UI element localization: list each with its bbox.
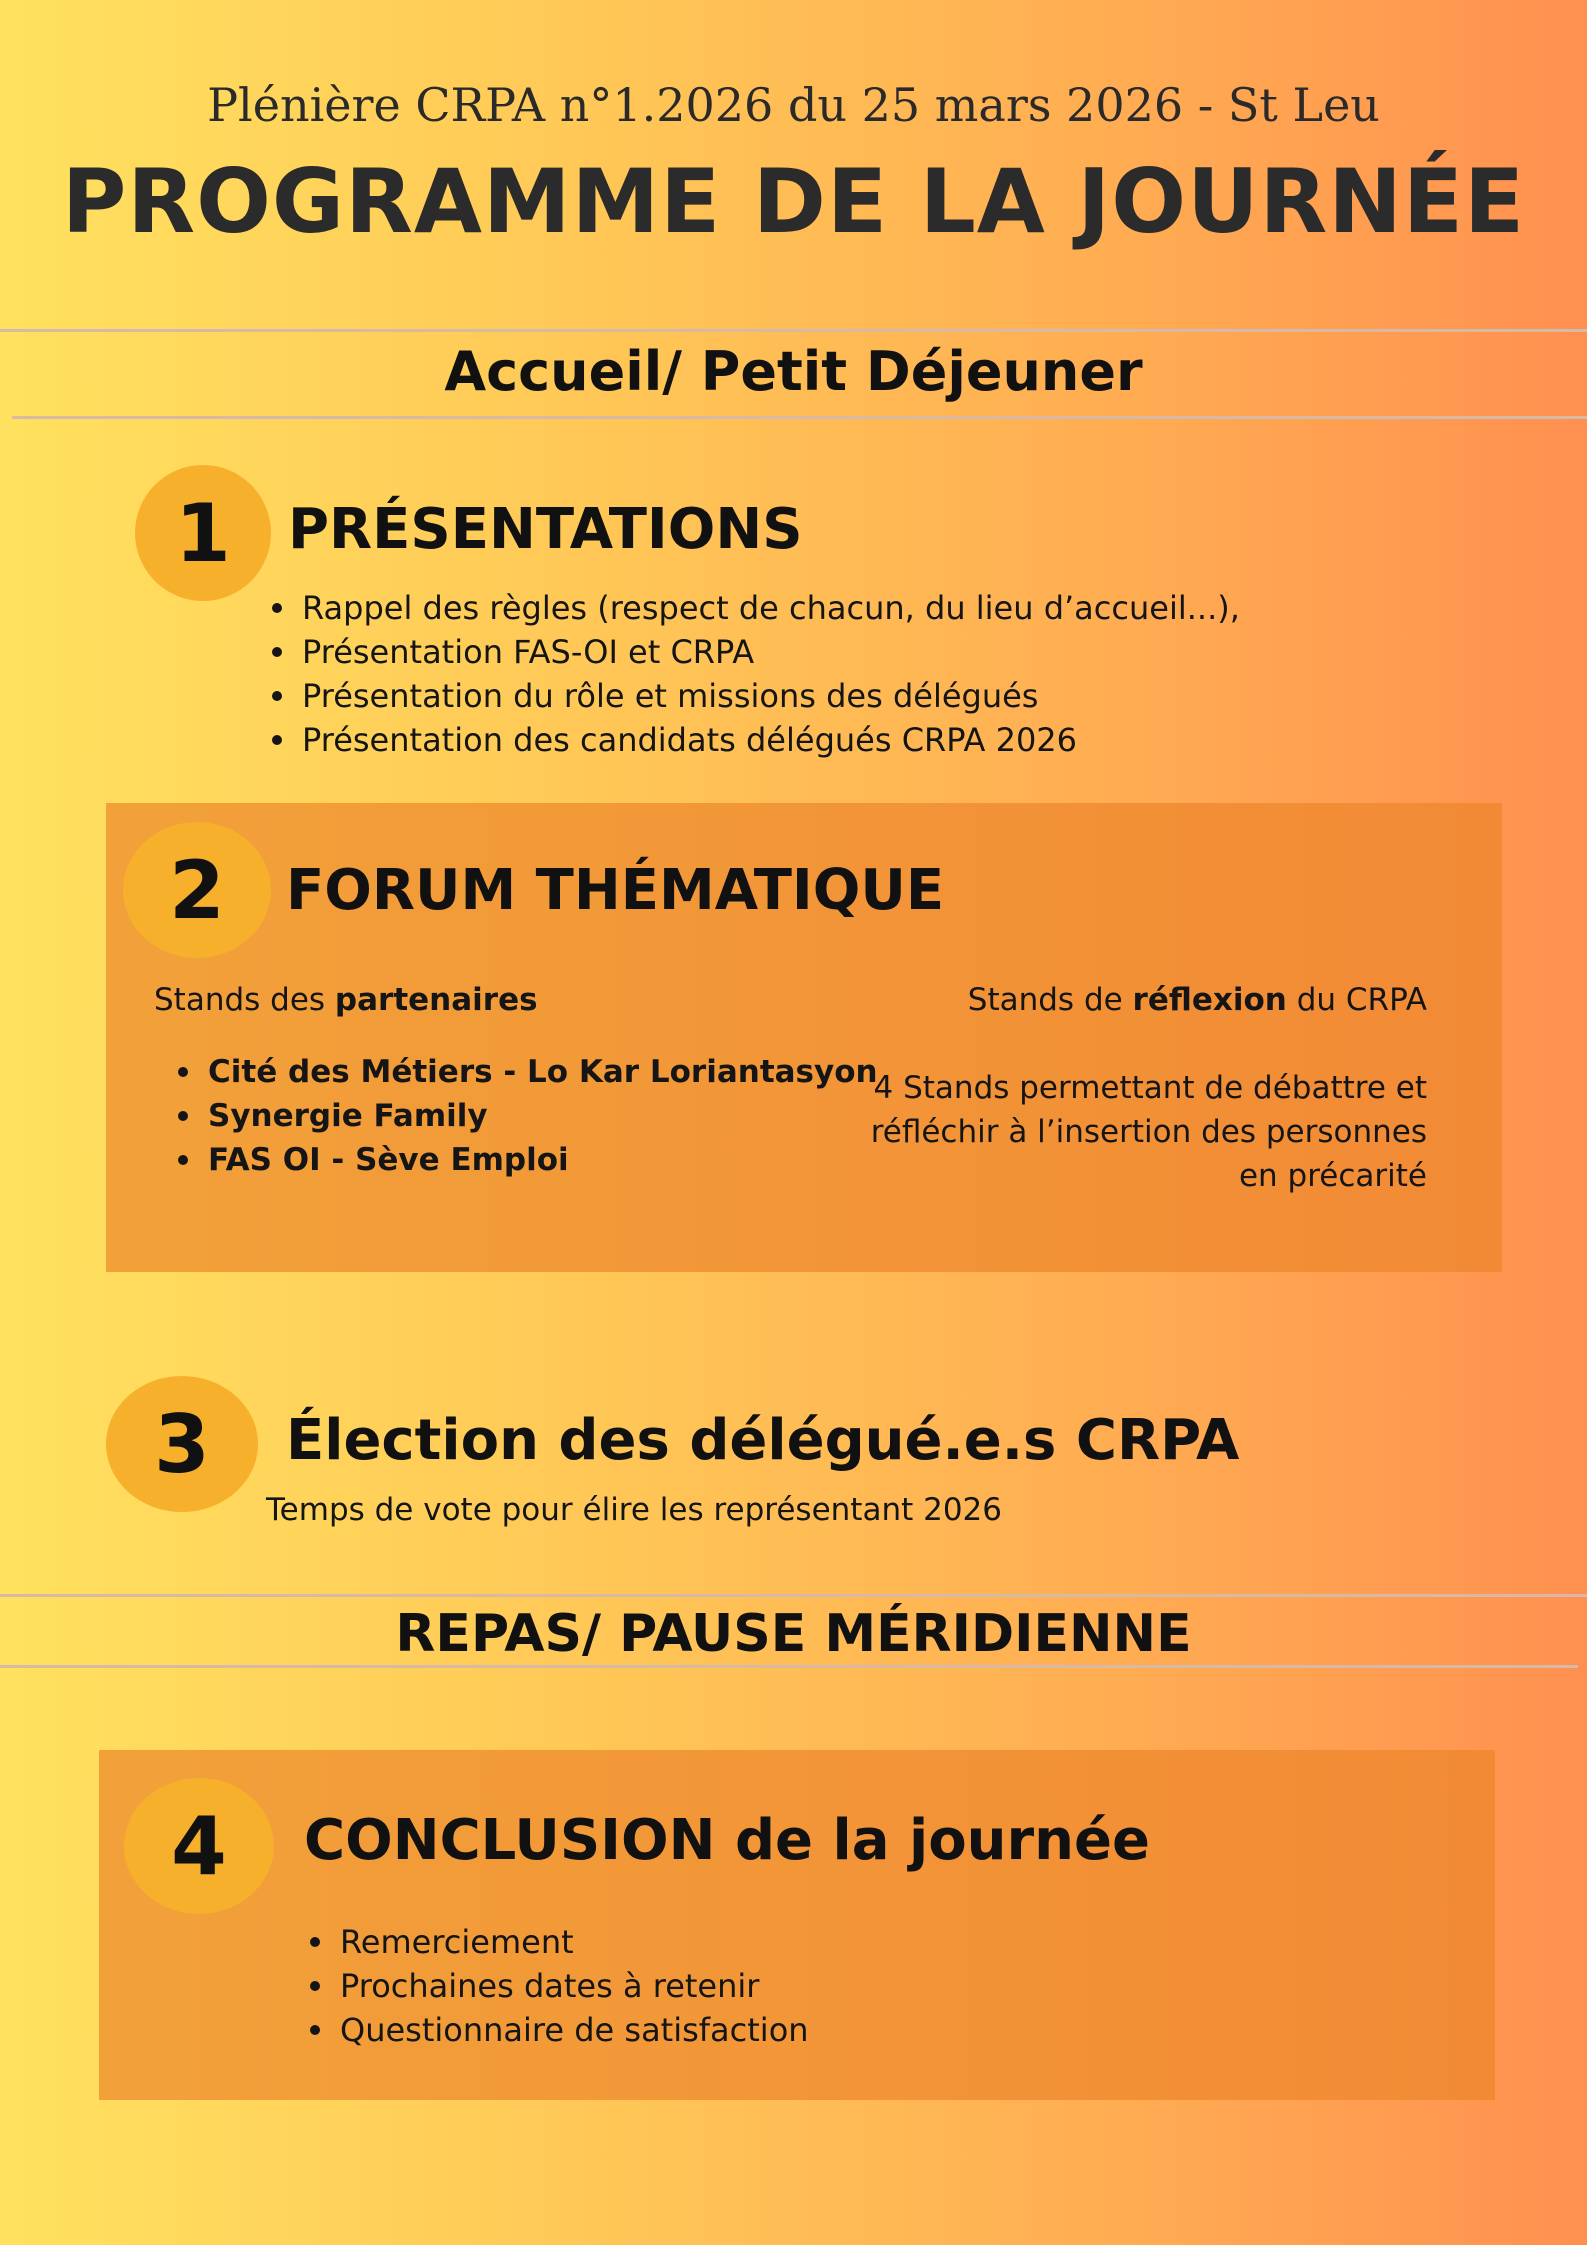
- step-4-number: 4: [171, 1799, 227, 1893]
- divider-bottom: [12, 416, 1587, 419]
- section-3-title: Élection des délégué.e.s CRPA: [286, 1408, 1240, 1473]
- section-4-list: [306, 1920, 809, 2052]
- step-1-number: 1: [175, 486, 231, 580]
- list-item: Synergie Family: [174, 1094, 878, 1138]
- partners-label: [154, 978, 538, 1022]
- list-item: FAS OI - Sève Emploi: [174, 1138, 878, 1182]
- step-3-badge: [106, 1376, 258, 1512]
- section-2-title: FORUM THÉMATIQUE: [286, 858, 945, 923]
- reflection-line: en précarité: [1238, 1158, 1427, 1194]
- list-item: Cité des Métiers - Lo Kar Loriantasyon: [174, 1050, 878, 1094]
- list-item: Prochaines dates à retenir: [306, 1964, 809, 2008]
- welcome-heading: Accueil/ Petit Déjeuner: [444, 340, 1143, 403]
- list-item: Présentation FAS-OI et CRPA: [268, 630, 1240, 674]
- partners-label-bold: partenaires: [334, 982, 538, 1018]
- event-subtitle: Plénière CRPA n°1.2026 du 25 mars 2026 - St Leu: [207, 78, 1380, 132]
- partners-label-prefix: Stands des: [154, 982, 335, 1018]
- list-item: Rappel des règles (respect de chacun, du lieu d’accueil...),: [268, 586, 1240, 630]
- reflection-line: réfléchir à l’insertion des personnes: [870, 1114, 1427, 1150]
- list-item: Présentation du rôle et missions des délégués: [268, 674, 1240, 718]
- partners-list: [174, 1050, 878, 1182]
- step-1-badge: [135, 465, 271, 601]
- list-item: Présentation des candidats délégués CRPA 2026: [268, 718, 1240, 762]
- divider-lunch-top: [0, 1594, 1587, 1597]
- divider-lunch-bottom: [0, 1665, 1578, 1668]
- list-item: Remerciement: [306, 1920, 809, 1964]
- divider-top: [0, 329, 1587, 332]
- section-4-title: CONCLUSION de la journée: [304, 1808, 1150, 1873]
- step-2-badge: [123, 822, 271, 958]
- section-1-title: PRÉSENTATIONS: [288, 497, 803, 562]
- page-title: PROGRAMME DE LA JOURNÉE: [61, 150, 1526, 253]
- reflection-description: [871, 1066, 1427, 1198]
- list-item: Questionnaire de satisfaction: [306, 2008, 809, 2052]
- step-2-number: 2: [169, 843, 225, 937]
- reflection-label-bold: réflexion: [1132, 982, 1287, 1018]
- section-1-list: [268, 586, 1240, 762]
- reflection-label-suffix: du CRPA: [1286, 982, 1427, 1018]
- step-4-badge: [124, 1778, 274, 1914]
- lunch-heading: REPAS/ PAUSE MÉRIDIENNE: [395, 1604, 1192, 1664]
- step-3-number: 3: [154, 1397, 210, 1491]
- reflection-line: 4 Stands permettant de débattre et: [873, 1070, 1427, 1106]
- reflection-label-prefix: Stands de: [967, 982, 1133, 1018]
- reflection-label: [968, 978, 1427, 1022]
- section-3-text: Temps de vote pour élire les représentant 2026: [266, 1492, 1003, 1528]
